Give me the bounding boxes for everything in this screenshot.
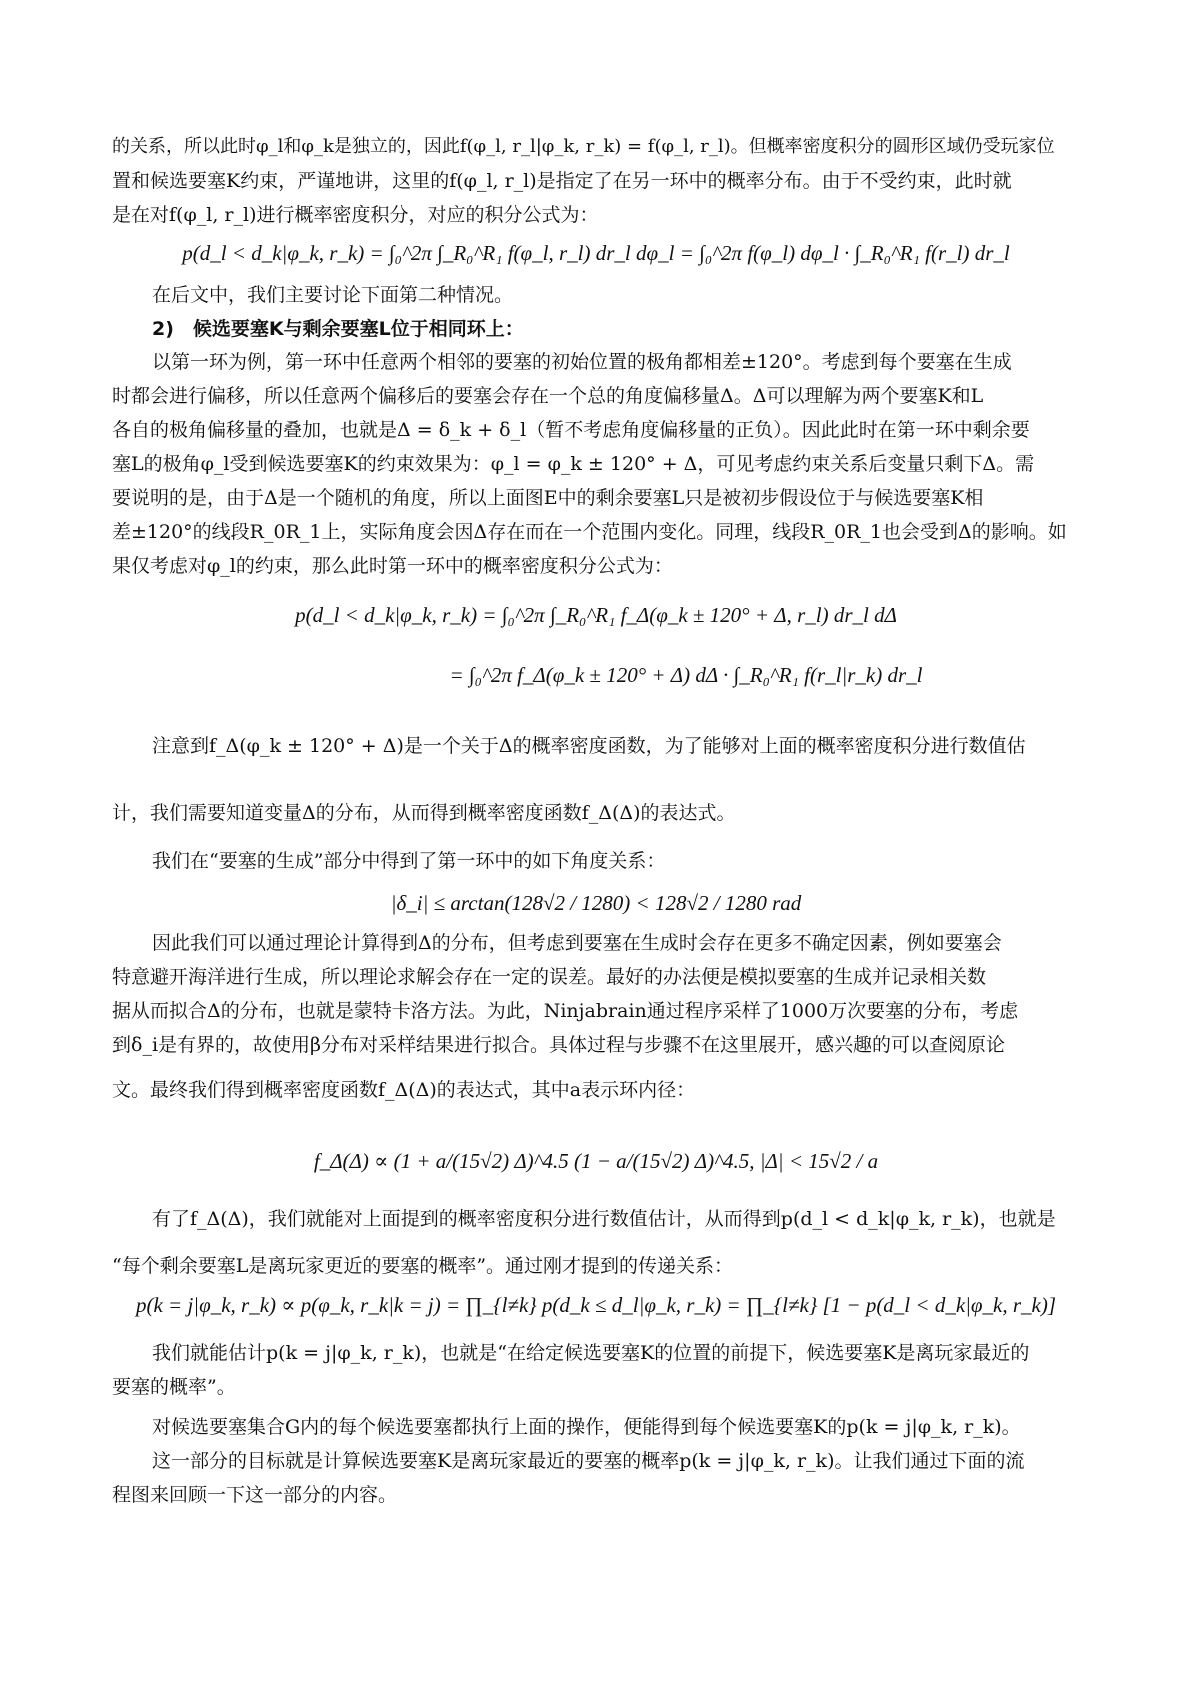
text-line: 果仅考虑对φ_l的约束，那么此时第一环中的概率密度积分公式为： [112,555,673,577]
text-line: 我们就能估计p(k = j|φ_k, r_k)，也就是“在给定候选要塞K的位置的前提下，候选要塞K是离玩家最近的 [152,1342,1030,1364]
text-line: 程图来回顾一下这一部分的内容。 [112,1484,398,1506]
text-line: 特意避开海洋进行生成，所以理论求解会存在一定的误差。最好的办法便是模拟要塞的生成并记录相关数 [112,966,987,988]
text-line: 要说明的是，由于Δ是一个随机的角度，所以上面图E中的剩余要塞L只是被初步假设位于与候选要塞K相 [112,487,984,509]
section-heading: 2) 候选要塞K与剩余要塞L位于相同环上： [152,318,524,340]
text-line: 时都会进行偏移，所以任意两个偏移后的要塞会存在一个总的角度偏移量Δ。Δ可以理解为两个要塞K和L [112,385,984,407]
text-line: 要塞的概率”。 [112,1376,236,1398]
text-line: 置和候选要塞K约束，严谨地讲，这里的f(φ_l, r_l)是指定了在另一环中的概率分布。由于不受约束，此时就 [112,170,1012,192]
text-line: 各自的极角偏移量的叠加，也就是Δ = δ_k + δ_l（暂不考虑角度偏移量的正负）。因此此时在第一环中剩余要 [112,419,1030,441]
text-line: “每个剩余要塞L是离玩家更近的要塞的概率”。通过刚才提到的传递关系： [112,1255,734,1277]
text-line: 据从而拟合Δ的分布，也就是蒙特卡洛方法。为此，Ninjabrain通过程序采样了1000万次要塞的分布，考虑 [112,1000,1019,1022]
text-line: 文。最终我们得到概率密度函数f_Δ(Δ)的表达式，其中a表示环内径： [112,1079,696,1101]
equation-angle-bound: |δ_i| ≤ arctan(128√2 / 1280) < 128√2 / 1280 rad [390,891,802,915]
text-line: 对候选要塞集合G内的每个候选要塞都执行上面的操作，便能得到每个候选要塞K的p(k = j|φ_k, r_k)。 [152,1416,1021,1438]
text-line: 以第一环为例，第一环中任意两个相邻的要塞的初始位置的极角都相差±120°。考虑到每个要塞在生成 [152,351,1012,373]
equation-beta-distribution: f_Δ(Δ) ∝ (1 + a/(15√2) Δ)^4.5 (1 − a/(15√2) Δ)^4.5, |Δ| < 15√2 / a [313,1149,879,1173]
text-line: 我们在“要塞的生成”部分中得到了第一环中的如下角度关系： [152,850,666,872]
text-line: 到δ_i是有界的，故使用β分布对采样结果进行拟合。具体过程与步骤不在这里展开，感兴趣的可以查阅原论 [112,1034,1006,1056]
text-line: 注意到f_Δ(φ_k ± 120° + Δ)是一个关于Δ的概率密度函数，为了能够对上面的概率密度积分进行数值估 [152,735,1026,757]
text-line: 这一部分的目标就是计算候选要塞K是离玩家最近的要塞的概率p(k = j|φ_k, r_k)。让我们通过下面的流 [152,1450,1025,1472]
equation-integral-delta-1: p(d_l < d_k|φ_k, r_k) = ∫₀^2π ∫_R₀^R₁ f_Δ(φ_k ± 120° + Δ, r_l) dr_l dΔ [295,603,897,627]
text-line: 计，我们需要知道变量Δ的分布，从而得到概率密度函数f_Δ(Δ)的表达式。 [112,802,736,824]
equation-product: p(k = j|φ_k, r_k) ∝ p(φ_k, r_k|k = j) = ∏_{l≠k} p(d_k ≤ d_l|φ_k, r_k) = ∏_{l≠k} [1 − p(d_l < d_k|φ_k, r_k)] [135,1293,1057,1317]
text-line: 差±120°的线段R_0R_1上，实际角度会因Δ存在而在一个范围内变化。同理，线段R_0R_1也会受到Δ的影响。如 [112,521,1067,543]
equation-integral-independent: p(d_l < d_k|φ_k, r_k) = ∫₀^2π ∫_R₀^R₁ f(φ_l, r_l) dr_l dφ_l = ∫₀^2π f(φ_l) dφ_l · ∫_R₀^R₁ f(r_l) dr_l [182,241,1010,265]
text-line: 在后文中，我们主要讨论下面第二种情况。 [152,284,514,306]
text-line: 因此我们可以通过理论计算得到Δ的分布，但考虑到要塞在生成时会存在更多不确定因素，例如要塞会 [152,932,1002,954]
text-line: 是在对f(φ_l, r_l)进行概率密度积分，对应的积分公式为： [112,204,599,226]
text-line: 塞L的极角φ_l受到候选要塞K的约束效果为：φ_l = φ_k ± 120° + Δ，可见考虑约束关系后变量只剩下Δ。需 [112,453,1035,475]
equation-integral-delta-2: = ∫₀^2π f_Δ(φ_k ± 120° + Δ) dΔ · ∫_R₀^R₁ f(r_l|r_k) dr_l [449,663,923,687]
text-line: 有了f_Δ(Δ)，我们就能对上面提到的概率密度积分进行数值估计，从而得到p(d_l < d_k|φ_k, r_k)，也就是 [152,1208,1056,1230]
text-line: 的关系，所以此时φ_l和φ_k是独立的，因此f(φ_l, r_l|φ_k, r_k) = f(φ_l, r_l)。但概率密度积分的圆形区域仍受玩家位 [112,136,1055,157]
